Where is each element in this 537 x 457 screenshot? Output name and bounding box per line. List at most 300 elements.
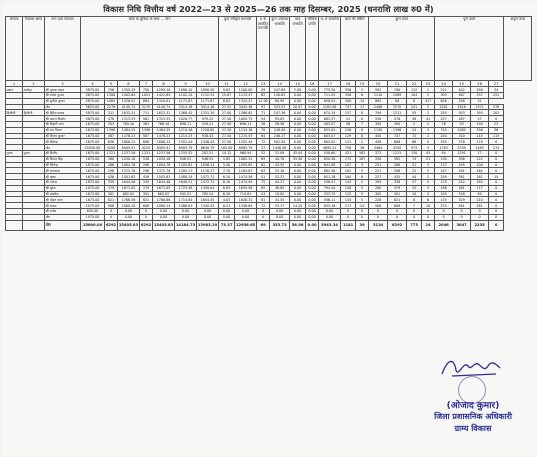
- table-cell: 356: [341, 92, 356, 98]
- table-cell: 372: [369, 150, 388, 156]
- table-cell: 2339: [453, 145, 471, 151]
- header-cell: व्यय धनराशि: [290, 17, 306, 81]
- table-cell: 251: [489, 92, 504, 98]
- column-number-cell: 11: [219, 81, 235, 87]
- table-cell: 1446.58: [270, 145, 290, 151]
- total-cell: 6292: [105, 220, 118, 230]
- table-cell: हिलौली: [23, 110, 45, 116]
- table-cell: 2: [422, 133, 435, 139]
- table-cell: 0: [489, 203, 504, 209]
- table-cell: 821: [388, 197, 407, 203]
- table-cell: 0: [257, 208, 270, 214]
- table-cell: 6640.79: [197, 145, 219, 151]
- table-cell: 0.00: [306, 168, 319, 174]
- table-cell: 195: [453, 162, 471, 168]
- total-cell: 15405.83: [153, 220, 175, 230]
- table-cell: 1231: [388, 150, 407, 156]
- table-cell: 211: [435, 87, 453, 93]
- table-cell: 381: [453, 174, 471, 180]
- total-cell: 3047: [453, 220, 471, 230]
- table-cell: 1390.04: [197, 185, 219, 191]
- table-cell: 247.36: [270, 110, 290, 116]
- header-cell: % में धनराशि: [319, 17, 341, 81]
- table-cell: 72: [407, 133, 422, 139]
- total-cell: 2235: [471, 220, 489, 230]
- header-cell: कुल कार्य: [369, 17, 435, 81]
- table-cell: 0.00: [219, 208, 235, 214]
- table-cell: 538: [140, 156, 153, 162]
- table-cell: 0.00: [118, 208, 140, 214]
- table-cell: 0.00: [306, 127, 319, 133]
- table-cell: 76: [435, 121, 453, 127]
- table-cell: 502.50: [270, 139, 290, 145]
- table-cell: 190: [471, 121, 489, 127]
- table-cell: 802.02: [319, 139, 341, 145]
- page-title: विकास निधि वित्तीय वर्ष 2022—23 से 2025—26 तक माह दिसम्बर, 2025 (धनराशि लाख रु0 में): [103, 4, 434, 14]
- table-cell: 0: [140, 214, 153, 220]
- table-cell: 1671.05: [153, 185, 175, 191]
- table-cell: 3270: [140, 104, 153, 110]
- table-cell: 0.00: [306, 133, 319, 139]
- table-cell: 960.94: [235, 150, 257, 156]
- table-cell: 129: [341, 133, 356, 139]
- table-cell: 81: [257, 197, 270, 203]
- column-number-cell: 6: [118, 81, 140, 87]
- table-cell: 765.10: [118, 121, 140, 127]
- table-cell: 938.43: [197, 133, 219, 139]
- table-cell: 158: [453, 191, 471, 197]
- table-cell: 4200: [105, 145, 118, 151]
- table-cell: श्री विमल सिंह: [45, 156, 81, 162]
- table-cell: 222: [471, 156, 489, 162]
- table-cell: 112: [407, 87, 422, 93]
- table-cell: 545.51: [175, 191, 197, 197]
- table-cell: 0.00: [290, 92, 306, 98]
- column-number-cell: 19: [356, 81, 369, 87]
- table-cell: श्री कमल किशोर: [45, 116, 81, 122]
- table-cell: 75: [257, 179, 270, 185]
- column-number-cell: 16: [306, 81, 319, 87]
- table-cell: 0.00: [197, 214, 219, 220]
- table-cell: 8405.91: [118, 145, 140, 151]
- table-cell: 5875.00: [81, 92, 105, 98]
- table-cell: 52.31: [270, 174, 290, 180]
- table-cell: 0: [105, 208, 118, 214]
- table-cell: 242: [453, 179, 471, 185]
- table-cell: 38: [407, 116, 422, 122]
- table-cell: 0: [341, 214, 356, 220]
- table-cell: 1372.76: [153, 168, 175, 174]
- table-cell: 1231: [140, 150, 153, 156]
- table-cell: श्री शिवेन्द्र: [45, 139, 81, 145]
- table-cell: 458: [369, 139, 388, 145]
- table-cell: 33.16: [270, 168, 290, 174]
- table-cell: 202.51: [197, 150, 219, 156]
- table-cell: 267: [453, 116, 471, 122]
- table-cell: 1723.58: [175, 185, 197, 191]
- table-cell: 3: [356, 87, 369, 93]
- table-cell: 8: [356, 133, 369, 139]
- table-cell: 0.00: [290, 168, 306, 174]
- table-cell: 711.55: [319, 92, 341, 98]
- signatory-name: (ओजाद कुमार): [446, 401, 500, 411]
- total-cell: 5943.34: [319, 220, 341, 230]
- table-cell: 3: [422, 185, 435, 191]
- table-cell: 0.00: [290, 98, 306, 104]
- table-cell: 0.00: [153, 208, 175, 214]
- table-cell: 1313.33: [153, 116, 175, 122]
- total-cell: 6292: [140, 220, 153, 230]
- table-cell: 1675.00: [81, 133, 105, 139]
- table-cell: 1806.12: [153, 139, 175, 145]
- table-cell: 208: [140, 162, 153, 168]
- table-cell: 25250.00: [81, 145, 105, 151]
- table-cell: 1766.56: [118, 197, 140, 203]
- total-cell: 73.37: [219, 220, 235, 230]
- table-cell: श्री विजय कुमार: [45, 133, 81, 139]
- table-cell: 2: [422, 110, 435, 116]
- table-cell: 310: [453, 133, 471, 139]
- table-cell: 641.08: [319, 162, 341, 168]
- table-cell: श्री दिनेश प्रसाद: [45, 110, 81, 116]
- table-cell: 248.40: [270, 127, 290, 133]
- table-cell: 44.21: [270, 179, 290, 185]
- table-cell: 395: [369, 179, 388, 185]
- table-cell: 1051: [140, 92, 153, 98]
- table-cell: 436: [105, 174, 118, 180]
- table-cell: 137: [435, 162, 453, 168]
- table-cell: 0.00: [235, 208, 257, 214]
- table-cell: श्री सुनील कुमार: [45, 98, 81, 104]
- table-cell: 1675.00: [81, 127, 105, 133]
- table-cell: 164: [341, 174, 356, 180]
- column-number-cell: 13: [257, 81, 270, 87]
- table-cell: 17: [356, 104, 369, 110]
- table-cell: 436: [140, 174, 153, 180]
- table-cell: 5: [356, 191, 369, 197]
- table-cell: 1214.16: [235, 127, 257, 133]
- table-cell: 946.91: [175, 156, 197, 162]
- table-cell: 91: [257, 104, 270, 110]
- table-cell: 24: [407, 127, 422, 133]
- table-cell: 6983.79: [235, 145, 257, 151]
- table-cell: 1030.18: [153, 156, 175, 162]
- table-cell: 1875.00: [81, 168, 105, 174]
- table-cell: 1402.64: [118, 92, 140, 98]
- table-cell: 5875.00: [81, 98, 105, 104]
- column-number-cell: 24: [435, 81, 453, 87]
- table-cell: 0.00: [290, 145, 306, 151]
- table-cell: 104: [407, 92, 422, 98]
- table-cell: 3270: [388, 104, 407, 110]
- table-cell: 8: [356, 174, 369, 180]
- table-cell: 188: [435, 185, 453, 191]
- table-cell: 1184.67: [235, 168, 257, 174]
- table-cell: 1464.25: [153, 127, 175, 133]
- table-cell: 1331.30: [197, 110, 219, 116]
- table-cell: 1675.00: [81, 191, 105, 197]
- table-cell: 201: [489, 110, 504, 116]
- table-cell: 0: [489, 168, 504, 174]
- table-cell: 0.00: [290, 139, 306, 145]
- header-cell: कुल स्वीकृत धनराशि: [219, 17, 257, 81]
- table-cell: 0.00: [290, 110, 306, 116]
- table-cell: 1352.44: [235, 139, 257, 145]
- grand-total-row: [6, 220, 532, 230]
- table-cell: 6983.79: [175, 145, 197, 151]
- table-cell: 450: [369, 133, 388, 139]
- table-cell: 4250: [388, 145, 407, 151]
- table-cell: 745: [435, 127, 453, 133]
- table-cell: 1005.73: [235, 116, 257, 122]
- header-cell: जनपद: [6, 17, 23, 81]
- table-cell: 1090.50: [197, 87, 219, 93]
- table-cell: 296: [105, 168, 118, 174]
- table-cell: 147: [435, 168, 453, 174]
- column-number-cell: 26: [471, 81, 489, 87]
- progress-table: [5, 16, 532, 231]
- table-cell: 5: [422, 179, 435, 185]
- table-cell: 467: [453, 92, 471, 98]
- table-cell: 0: [369, 208, 388, 214]
- table-cell: 1478.23: [118, 133, 140, 139]
- table-cell: 1355.19: [118, 87, 140, 93]
- table-cell: 1635.58: [235, 185, 257, 191]
- table-cell: 608: [388, 139, 407, 145]
- table-cell: 393: [471, 110, 489, 116]
- table-cell: 337: [471, 92, 489, 98]
- table-cell: 0: [422, 139, 435, 145]
- table-cell: 1090.10: [175, 87, 197, 93]
- table-cell: 0.00: [306, 185, 319, 191]
- table-cell: 300: [341, 98, 356, 104]
- table-cell: 378: [453, 139, 471, 145]
- table-cell: 10.02: [270, 191, 290, 197]
- table-cell: 74: [407, 156, 422, 162]
- table-cell: 2182.06: [319, 104, 341, 110]
- table-cell: पुरवा: [6, 150, 23, 156]
- table-cell: 57: [471, 116, 489, 122]
- table-cell: 27.50: [219, 116, 235, 122]
- table-cell: 1875.00: [81, 179, 105, 185]
- table-cell: 1622.31: [153, 110, 175, 116]
- table-cell: 0.00: [306, 98, 319, 104]
- table-cell: 608: [140, 203, 153, 209]
- table-cell: 3: [422, 104, 435, 110]
- table-cell: 15.87: [219, 92, 235, 98]
- table-cell: 281: [471, 203, 489, 209]
- table-cell: 1080.14: [153, 203, 175, 209]
- column-number-cell: 12: [235, 81, 257, 87]
- column-number-cell: 9: [175, 81, 197, 87]
- table-cell: 37: [257, 145, 270, 151]
- table-cell: 41.55: [270, 197, 290, 203]
- table-cell: 0.00: [319, 208, 341, 214]
- table-cell: 2: [422, 121, 435, 127]
- table-cell: 0.00: [175, 208, 197, 214]
- table-cell: 3: [422, 162, 435, 168]
- table-cell: 64: [257, 133, 270, 139]
- column-number-cell: 10: [197, 81, 219, 87]
- table-cell: 1396: [105, 127, 118, 133]
- table-cell: 301: [140, 191, 153, 197]
- table-cell: 0: [489, 139, 504, 145]
- table-cell: 0: [489, 185, 504, 191]
- table-cell: 0: [489, 191, 504, 197]
- table-cell: 0.00: [175, 214, 197, 220]
- table-cell: 93: [453, 121, 471, 127]
- table-cell: 0: [356, 214, 369, 220]
- total-cell: 39: [356, 220, 369, 230]
- table-cell: 0: [341, 208, 356, 214]
- table-cell: 261: [453, 185, 471, 191]
- table-cell: 1644.46: [118, 179, 140, 185]
- column-number-cell: 20: [369, 81, 388, 87]
- column-number-cell: 4: [81, 81, 105, 87]
- table-cell: योग: [45, 145, 81, 151]
- table-cell: 0.00: [235, 214, 257, 220]
- table-cell: 1326.91: [118, 98, 140, 104]
- column-number-cell: 17: [319, 81, 341, 87]
- table-cell: 27.50: [219, 127, 235, 133]
- total-cell: 773: [407, 220, 422, 230]
- table-cell: 301: [105, 191, 118, 197]
- table-cell: 5875.00: [81, 116, 105, 122]
- table-cell: 576: [388, 116, 407, 122]
- table-cell: 5.40: [219, 162, 235, 168]
- table-cell: 0: [453, 208, 471, 214]
- table-cell: 0.00: [118, 214, 140, 220]
- table-cell: 1648.51: [175, 179, 197, 185]
- table-cell: 20.97: [290, 104, 306, 110]
- table-cell: 8405.91: [153, 145, 175, 151]
- table-cell: 1478.23: [153, 133, 175, 139]
- table-cell: श्री गजेन्द्र: [45, 179, 81, 185]
- table-cell: 246: [341, 127, 356, 133]
- table-cell: 0.00: [219, 214, 235, 220]
- table-cell: 1320.01: [153, 98, 175, 104]
- table-cell: 145: [471, 133, 489, 139]
- table-cell: 8: [407, 98, 422, 104]
- column-number-cell: 2: [23, 81, 45, 87]
- table-cell: 538.47: [319, 179, 341, 185]
- table-cell: 1474.94: [235, 179, 257, 185]
- table-cell: 1368.42: [175, 110, 197, 116]
- table-cell: 241: [407, 104, 422, 110]
- table-cell: 38: [257, 121, 270, 127]
- table-cell: 1348.64: [235, 203, 257, 209]
- table-cell: 130: [407, 150, 422, 156]
- table-cell: 157: [341, 110, 356, 116]
- table-cell: 835.16: [319, 203, 341, 209]
- table-cell: 1291: [453, 150, 471, 156]
- table-cell: 0: [453, 214, 471, 220]
- table-cell: 100: [471, 162, 489, 168]
- table-cell: 226: [369, 197, 388, 203]
- table-cell: 1464.25: [118, 127, 140, 133]
- column-number-cell: 21: [388, 81, 407, 87]
- table-cell: 80.99: [270, 98, 290, 104]
- total-cell: 353.73: [270, 220, 290, 230]
- table-cell: 1372.76: [118, 168, 140, 174]
- table-cell: 1396: [388, 127, 407, 133]
- table-cell: 1763: [435, 145, 453, 151]
- table-cell: 63: [257, 168, 270, 174]
- table-cell: 821: [105, 197, 118, 203]
- table-cell: 1488.14: [175, 174, 197, 180]
- table-cell: श्री सुरेश: [45, 185, 81, 191]
- table-cell: 21: [422, 156, 435, 162]
- table-cell: 0.00: [290, 208, 306, 214]
- table-cell: 94: [435, 150, 453, 156]
- table-cell: 0: [422, 214, 435, 220]
- table-cell: 3: [422, 127, 435, 133]
- table-cell: 1714.84: [175, 197, 197, 203]
- table-cell: 1085: [453, 127, 471, 133]
- table-cell: 1171.87: [197, 98, 219, 104]
- table-cell: 48.85: [270, 185, 290, 191]
- table-cell: 0: [407, 214, 422, 220]
- table-cell: 123: [341, 191, 356, 197]
- table-cell: 608: [140, 139, 153, 145]
- column-number-cell: 3: [45, 81, 81, 87]
- table-cell: 403.07: [319, 121, 341, 127]
- table-cell: 33.17: [270, 203, 290, 209]
- table-cell: 0.00: [306, 110, 319, 116]
- table-cell: 758: [341, 145, 356, 151]
- table-cell: 70: [257, 127, 270, 133]
- table-cell: 1806.12: [118, 139, 140, 145]
- table-cell: 1075.00: [81, 185, 105, 191]
- table-body: [6, 17, 532, 231]
- table-cell: 503: [453, 110, 471, 116]
- table-cell: 1258.85: [197, 127, 219, 133]
- table-cell: 526.21: [197, 121, 219, 127]
- table-cell: 0: [388, 214, 407, 220]
- table-cell: 3: [422, 168, 435, 174]
- table-cell: 128: [341, 185, 356, 191]
- table-cell: 1675.00: [81, 197, 105, 203]
- table-cell: 227: [369, 174, 388, 180]
- total-cell: 15800.00: [81, 220, 105, 230]
- table-cell: 1505.63: [153, 174, 175, 180]
- table-cell: 1654.45: [197, 197, 219, 203]
- table-cell: 300: [388, 121, 407, 127]
- table-cell: 864: [140, 98, 153, 104]
- table-cell: 0.00: [306, 208, 319, 214]
- table-cell: 1030.18: [118, 156, 140, 162]
- table-cell: 396: [453, 156, 471, 162]
- table-cell: 4225: [140, 145, 153, 151]
- table-cell: 328: [369, 156, 388, 162]
- table-cell: 72: [257, 203, 270, 209]
- table-cell: 885: [369, 98, 388, 104]
- table-cell: 296: [388, 168, 407, 174]
- table-cell: 3414.16: [197, 104, 219, 110]
- table-cell: 10: [422, 203, 435, 209]
- table-cell: 164: [471, 168, 489, 174]
- table-cell: 387: [105, 133, 118, 139]
- table-cell: 1255.52: [175, 150, 197, 156]
- table-cell: 1055.62: [235, 162, 257, 168]
- table-cell: 592: [369, 87, 388, 93]
- table-cell: 1675.00: [81, 150, 105, 156]
- table-cell: 1237.56: [118, 150, 140, 156]
- table-cell: 293: [435, 139, 453, 145]
- table-cell: 0.00: [290, 214, 306, 220]
- table-cell: 1110: [369, 92, 388, 98]
- table-cell: 3414.16: [175, 104, 197, 110]
